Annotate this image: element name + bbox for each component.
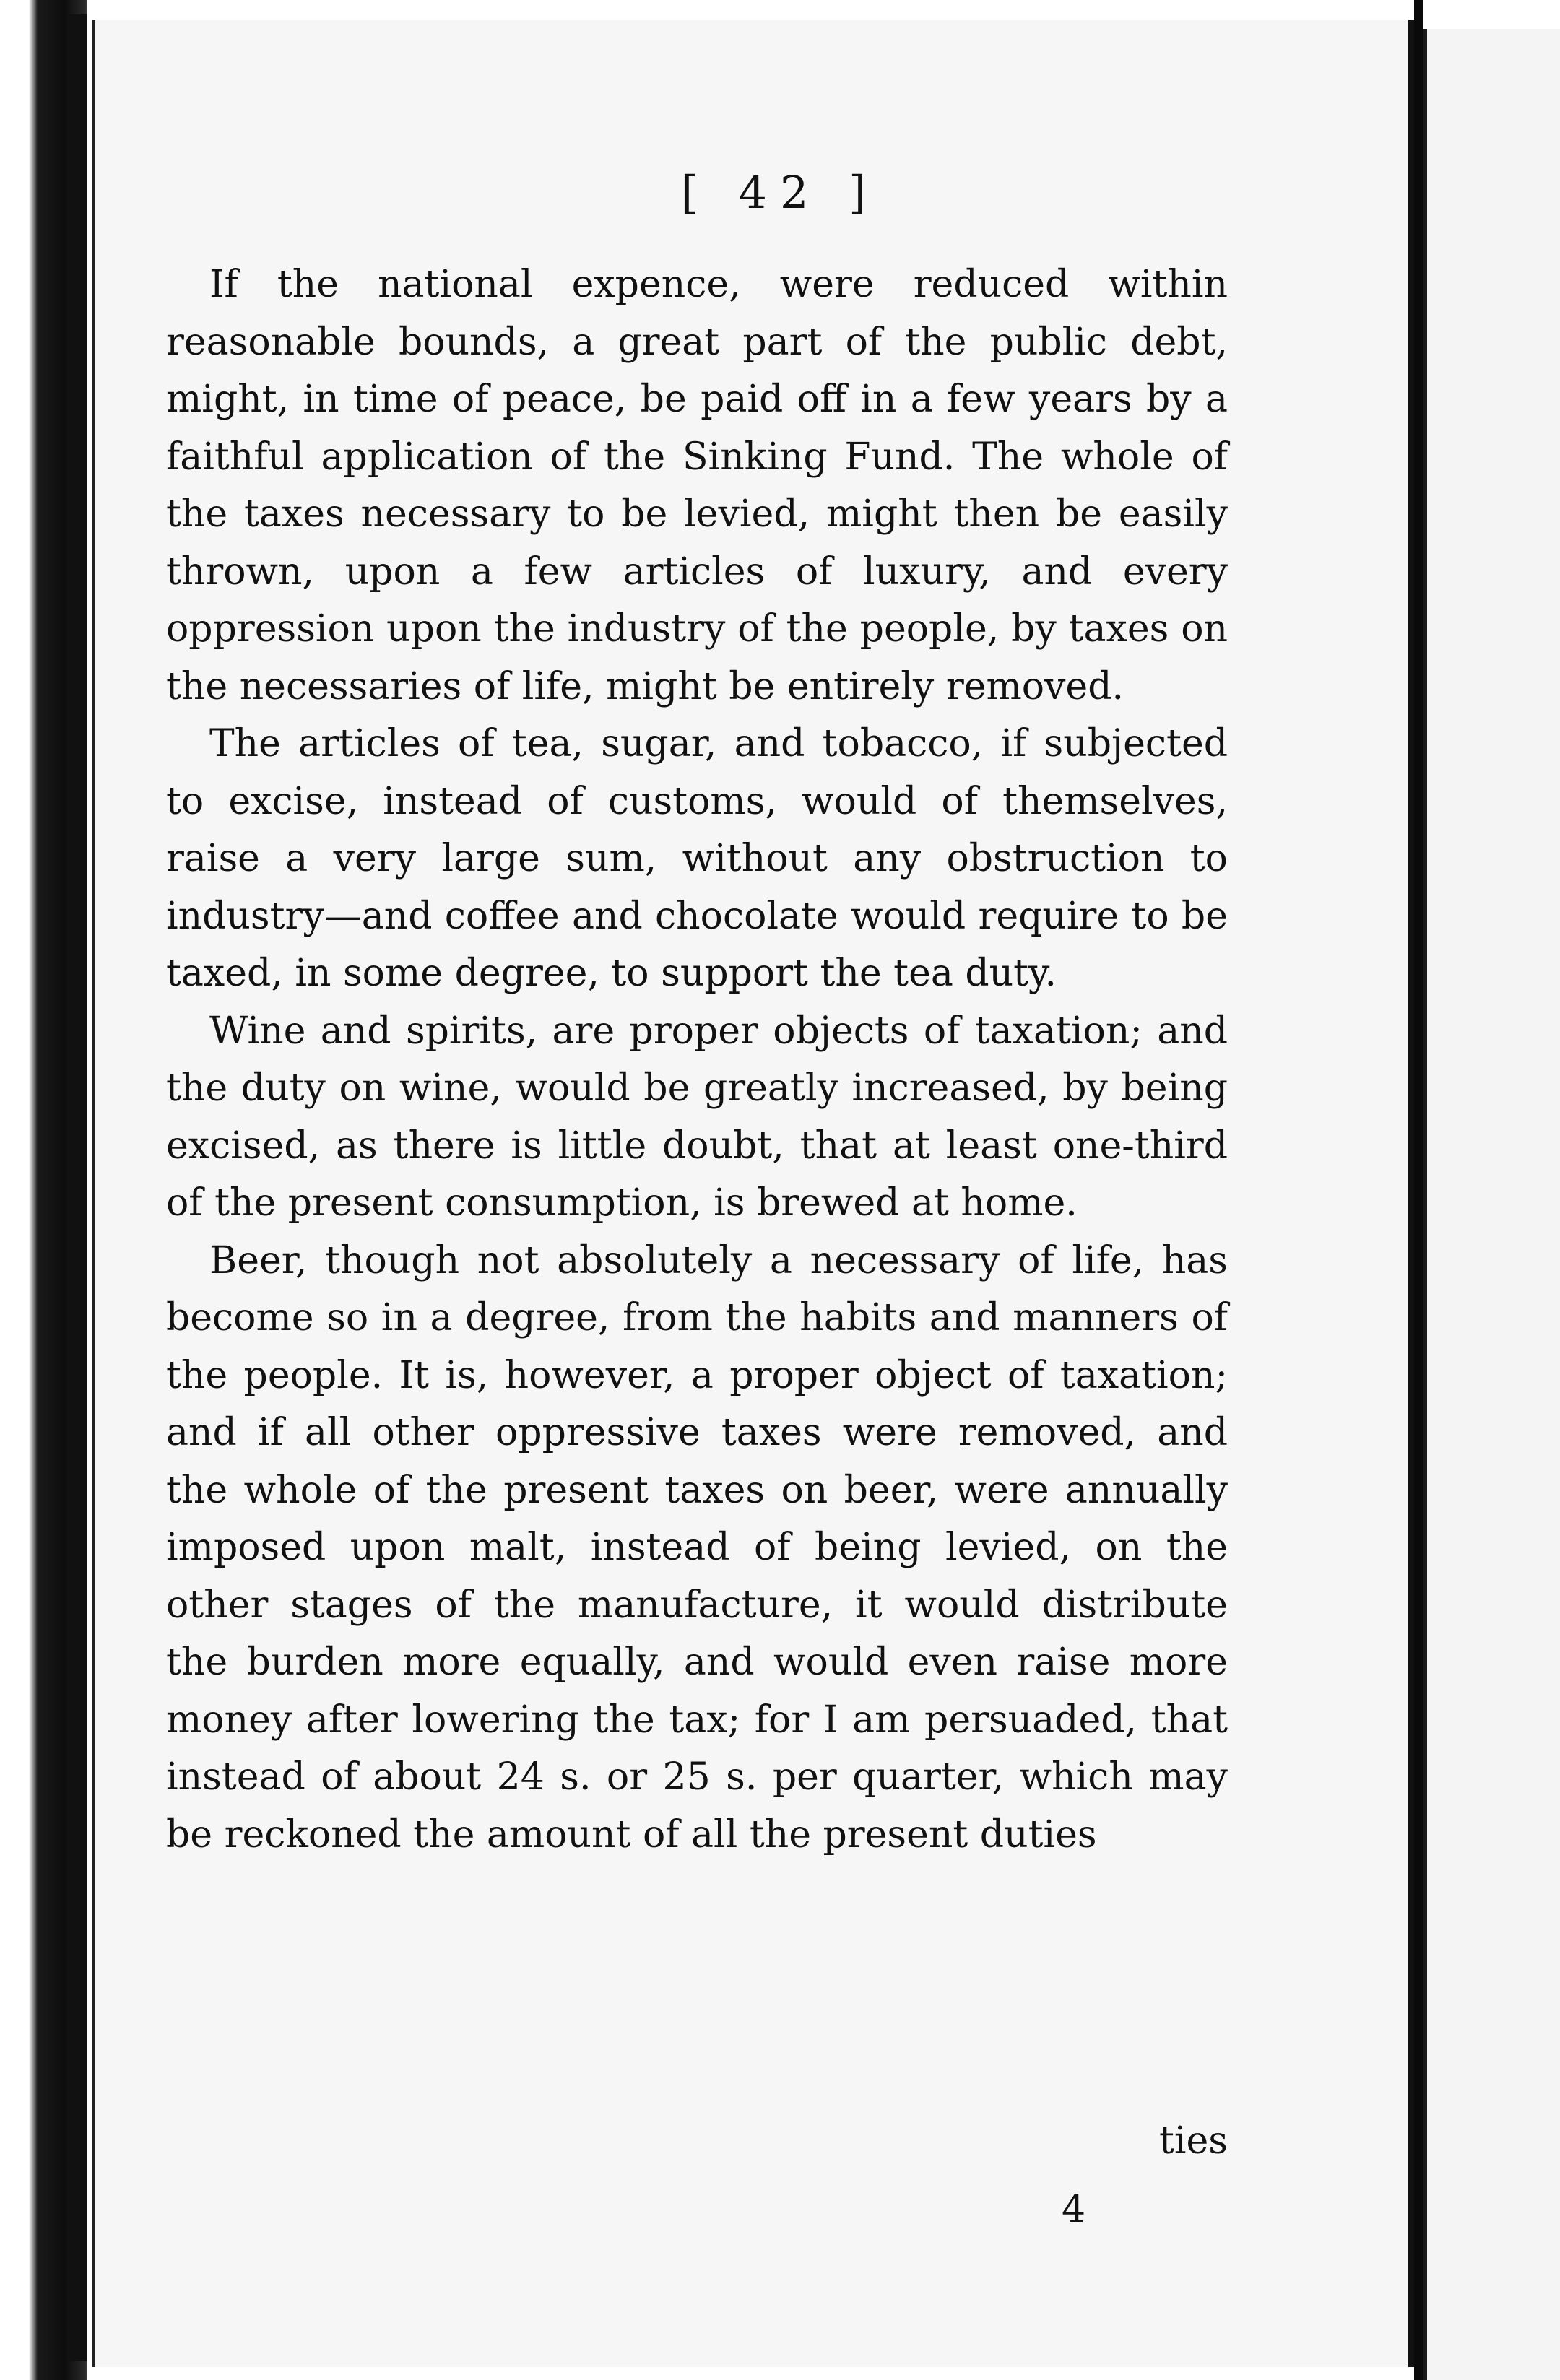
paragraph-2: The articles of tea, sugar, and tobacco, if subjected to excise, instead of customs, would of themselves, raise a very large sum, without any obstruction to industry—and coffee and chocolate would require to be taxed, in some degree, to support the tea duty. bbox=[166, 722, 1228, 995]
paragraph-3: Wine and spirits, are proper objects of taxation; and the duty on wine, would be greatly increased, by being excised, as there is little doubt, that at least one-third of the present consumption, is brewed at home. bbox=[166, 1009, 1228, 1225]
signature-mark: 4 bbox=[1062, 2188, 1086, 2231]
adjacent-page-edge bbox=[1423, 29, 1560, 2380]
catchword: ties bbox=[1159, 2119, 1228, 2163]
spine-shadow bbox=[69, 14, 87, 2361]
page-body-text bbox=[166, 256, 1228, 1864]
paragraph-1: If the national expence, were reduced within reasonable bounds, a great part of the public debt, might, in time of peace, be paid off in a few years by a faithful application of the Sinking Fund. The whole of the taxes necessary to be levied, might then be easily thrown, upon a few articles of luxury, and every oppression upon the industry of the people, by taxes on the necessaries of life, might be entirely removed. bbox=[166, 263, 1228, 708]
page-number: [ 42 ] bbox=[680, 166, 880, 219]
page-gutter bbox=[1414, 0, 1423, 2380]
paragraph-4: Beer, though not absolutely a necessary of life, has become so in a degree, from the habits and manners of the people. It is, however, a proper object of taxation; and if all other oppressive taxes were removed, and the whole of the present taxes on beer, were annually imposed upon malt, instead of being levied, on the other stages of the manufacture, it would distribute the burden more equally, and would even raise more money after lowering the tax; for I am persuaded, that instead of about 24 s. or 25 s. per quarter, which may be reckoned the amount of all the present duties bbox=[166, 1238, 1228, 1856]
